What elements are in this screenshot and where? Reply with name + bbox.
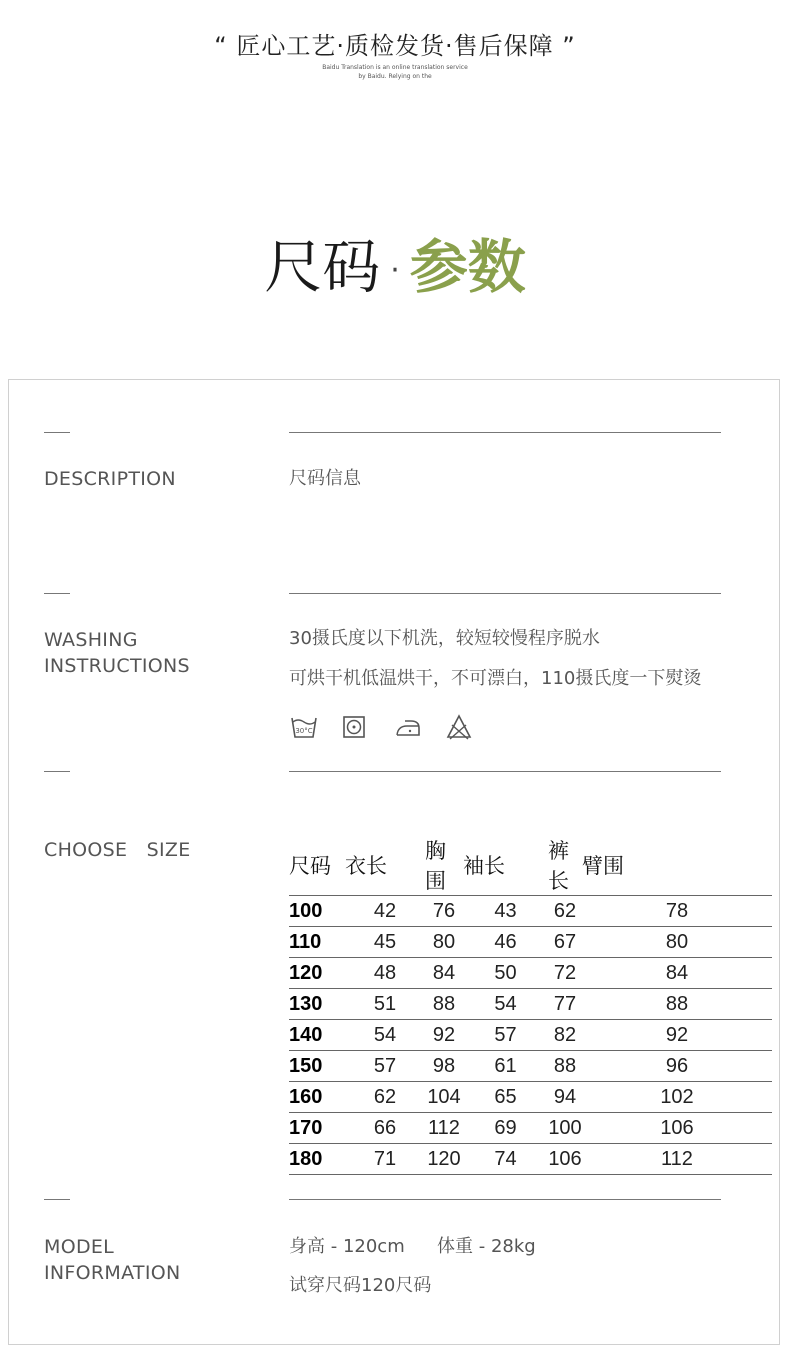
size-cell: 110 <box>289 927 345 958</box>
model-label-line: MODEL <box>44 1236 115 1258</box>
measure-cell: 48 <box>345 958 425 989</box>
table-row <box>289 989 772 1020</box>
size-label: CHOOSE SIZE <box>44 839 191 861</box>
measure-cell: 43 <box>463 896 548 927</box>
no-bleach-icon <box>445 713 497 745</box>
table-row <box>289 958 772 989</box>
size-cell: 140 <box>289 1020 345 1051</box>
section-dash <box>44 771 70 772</box>
title-part1: 尺码 <box>264 233 381 301</box>
size-cell: 150 <box>289 1051 345 1082</box>
wash-temp-text: 30°C <box>295 727 313 735</box>
measure-cell: 80 <box>425 927 463 958</box>
measure-cell: 76 <box>425 896 463 927</box>
measure-cell: 62 <box>345 1082 425 1113</box>
size-table <box>289 835 772 1175</box>
measure-cell: 46 <box>463 927 548 958</box>
measure-cell: 42 <box>345 896 425 927</box>
measure-cell: 94 <box>548 1082 582 1113</box>
col-header: 臂围 <box>582 835 772 896</box>
measure-cell: 112 <box>425 1113 463 1144</box>
washing-label <box>44 627 190 679</box>
section-dash <box>44 1199 70 1200</box>
measure-cell: 92 <box>425 1020 463 1051</box>
measure-cell: 84 <box>425 958 463 989</box>
table-row <box>289 927 772 958</box>
description-label: DESCRIPTION <box>44 468 176 490</box>
measure-cell: 80 <box>582 927 772 958</box>
washing-line-1: 30摄氏度以下机洗，较短较慢程序脱水 <box>289 628 600 649</box>
table-row <box>289 1082 772 1113</box>
measure-cell: 62 <box>548 896 582 927</box>
section-dash <box>44 593 70 594</box>
tagline-sub-line: by Baidu. Relying on the <box>358 73 432 80</box>
col-header: 裤长 <box>548 835 582 896</box>
table-row <box>289 1144 772 1175</box>
measure-cell: 50 <box>463 958 548 989</box>
measure-cell: 96 <box>582 1051 772 1082</box>
col-header: 衣长 <box>345 835 425 896</box>
measure-cell: 84 <box>582 958 772 989</box>
tagline-sub-line: Baidu Translation is an online translation service <box>322 64 468 71</box>
measure-cell: 65 <box>463 1082 548 1113</box>
washing-label-line: INSTRUCTIONS <box>44 655 190 677</box>
measure-cell: 67 <box>548 927 582 958</box>
model-weight: 体重 - 28kg <box>437 1236 536 1257</box>
size-cell: 130 <box>289 989 345 1020</box>
measure-cell: 82 <box>548 1020 582 1051</box>
measure-cell: 102 <box>582 1082 772 1113</box>
measure-cell: 54 <box>345 1020 425 1051</box>
size-cell: 170 <box>289 1113 345 1144</box>
col-header: 袖长 <box>463 835 548 896</box>
description-value: 尺码信息 <box>289 468 361 489</box>
section-rule <box>289 432 721 433</box>
measure-cell: 88 <box>425 989 463 1020</box>
measure-cell: 71 <box>345 1144 425 1175</box>
measure-cell: 51 <box>345 989 425 1020</box>
table-row <box>289 1020 772 1051</box>
size-cell: 100 <box>289 896 345 927</box>
measure-cell: 66 <box>345 1113 425 1144</box>
measure-cell: 77 <box>548 989 582 1020</box>
size-cell: 120 <box>289 958 345 989</box>
section-rule <box>289 1199 721 1200</box>
model-height: 身高 - 120cm <box>289 1236 405 1257</box>
tumble-dry-icon <box>341 713 393 745</box>
table-row <box>289 1051 772 1082</box>
tagline-subtext <box>0 63 790 81</box>
care-icons <box>289 713 497 745</box>
measure-cell: 74 <box>463 1144 548 1175</box>
measure-cell: 69 <box>463 1113 548 1144</box>
measure-cell: 106 <box>548 1144 582 1175</box>
measure-cell: 57 <box>345 1051 425 1082</box>
size-cell: 180 <box>289 1144 345 1175</box>
measure-cell: 88 <box>582 989 772 1020</box>
section-rule <box>289 593 721 594</box>
measure-cell: 106 <box>582 1113 772 1144</box>
title-part2: 参数 <box>409 233 526 301</box>
size-table-header <box>289 835 772 896</box>
measure-cell: 72 <box>548 958 582 989</box>
col-header: 尺码 <box>289 835 345 896</box>
wash-30-icon <box>289 713 341 745</box>
measure-cell: 100 <box>548 1113 582 1144</box>
measure-cell: 88 <box>548 1051 582 1082</box>
model-label <box>44 1234 181 1286</box>
measure-cell: 54 <box>463 989 548 1020</box>
tagline: “ 匠心工艺·质检发货·售后保障 ” <box>214 32 576 60</box>
page-title <box>0 232 790 306</box>
measure-cell: 78 <box>582 896 772 927</box>
measure-cell: 45 <box>345 927 425 958</box>
size-cell: 160 <box>289 1082 345 1113</box>
section-dash <box>44 432 70 433</box>
measure-cell: 98 <box>425 1051 463 1082</box>
table-row <box>289 896 772 927</box>
table-row <box>289 1113 772 1144</box>
measure-cell: 92 <box>582 1020 772 1051</box>
title-separator: · <box>390 252 400 288</box>
measure-cell: 120 <box>425 1144 463 1175</box>
washing-label-line: WASHING <box>44 629 138 651</box>
col-header: 胸围 <box>425 835 463 896</box>
iron-icon <box>393 713 445 745</box>
washing-line-2: 可烘干机低温烘干，不可漂白，110摄氏度一下熨烫 <box>289 668 702 689</box>
measure-cell: 57 <box>463 1020 548 1051</box>
section-rule <box>289 771 721 772</box>
measure-cell: 104 <box>425 1082 463 1113</box>
model-trial-size: 试穿尺码120尺码 <box>289 1275 432 1296</box>
measure-cell: 112 <box>582 1144 772 1175</box>
measure-cell: 61 <box>463 1051 548 1082</box>
model-label-line: INFORMATION <box>44 1262 181 1284</box>
